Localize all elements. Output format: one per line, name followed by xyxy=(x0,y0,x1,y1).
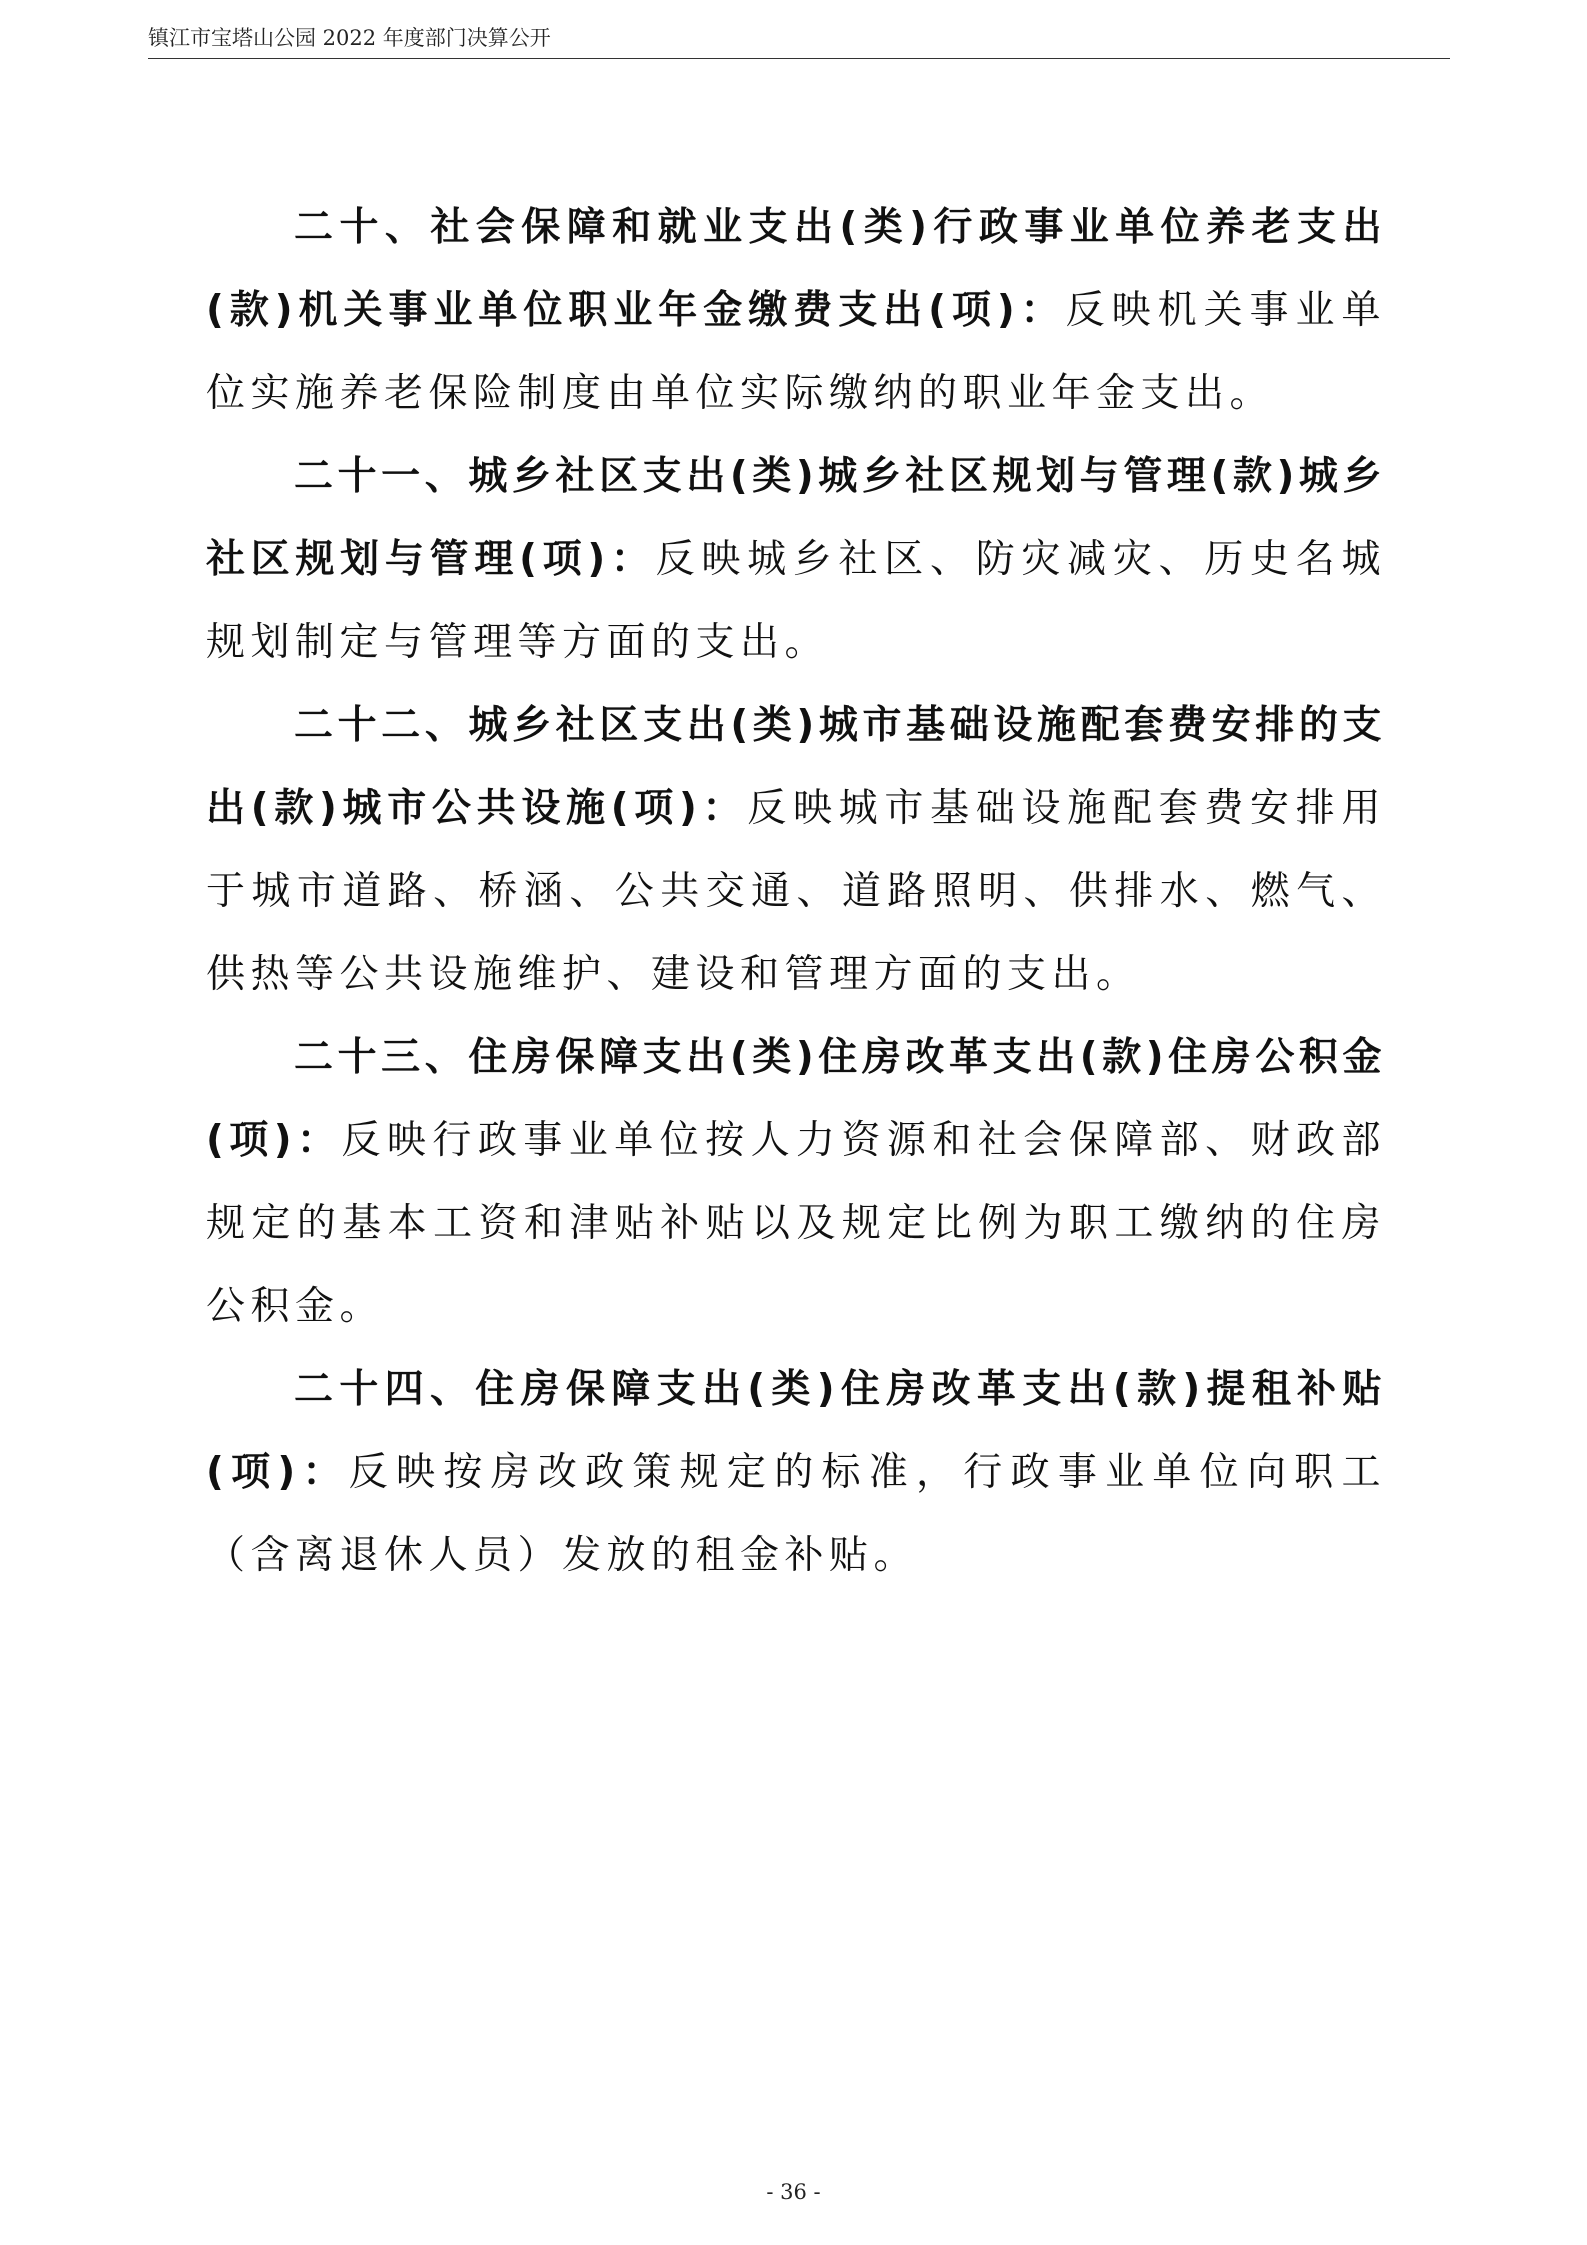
paragraph-item-21 xyxy=(206,435,1386,684)
page-number: - 36 - xyxy=(766,2180,821,2204)
page-header xyxy=(148,22,1450,59)
paragraph-item-22 xyxy=(206,684,1386,1016)
paragraph-item-24 xyxy=(206,1348,1386,1597)
document-body xyxy=(206,186,1386,1597)
paragraph-item-20 xyxy=(206,186,1386,435)
paragraph-text: 反映机关事业单位实施养老保险制度由单位实际缴纳的职业年金支出。 xyxy=(206,288,1386,416)
paragraph-heading: 二十四、住房保障支出(类)住房改革支出(款)提租补贴(项)： xyxy=(206,1367,1386,1495)
paragraph-heading: 二十三、住房保障支出(类)住房改革支出(款)住房公积金(项)： xyxy=(206,1035,1386,1163)
paragraph-heading: 二十一、城乡社区支出(类)城乡社区规划与管理(款)城乡社区规划与管理(项)： xyxy=(206,454,1386,582)
paragraph-text: 反映城市基础设施配套费安排用于城市道路、桥涵、公共交通、道路照明、供排水、燃气、供热等公共设施维护、建设和管理方面的支出。 xyxy=(206,786,1386,997)
paragraph-text: 反映行政事业单位按人力资源和社会保障部、财政部规定的基本工资和津贴补贴以及规定比例为职工缴纳的住房公积金。 xyxy=(206,1118,1386,1329)
paragraph-heading: 二十、社会保障和就业支出(类)行政事业单位养老支出(款)机关事业单位职业年金缴费支出(项)： xyxy=(206,205,1386,333)
paragraph-heading: 二十二、城乡社区支出(类)城市基础设施配套费安排的支出(款)城市公共设施(项)： xyxy=(206,703,1386,831)
paragraph-item-23 xyxy=(206,1016,1386,1348)
paragraph-text: 反映城乡社区、防灾减灾、历史名城规划制定与管理等方面的支出。 xyxy=(206,537,1386,665)
paragraph-text: 反映按房改政策规定的标准，行政事业单位向职工（含离退休人员）发放的租金补贴。 xyxy=(206,1450,1386,1578)
header-title: 镇江市宝塔山公园 2022 年度部门决算公开 xyxy=(148,26,551,50)
